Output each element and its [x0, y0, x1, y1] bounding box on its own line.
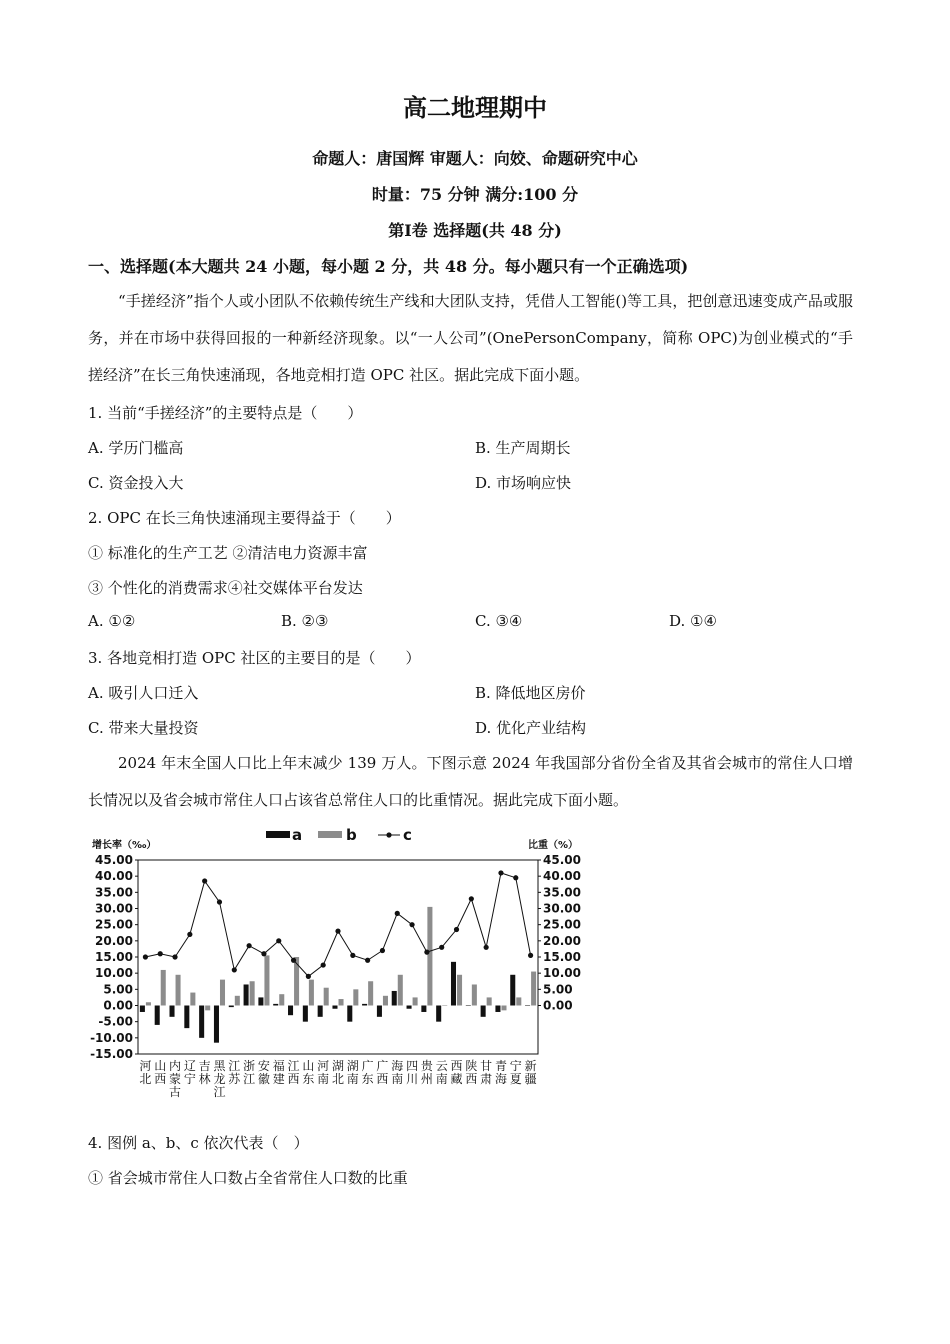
question-2-statement-line-2: ③ 个性化的消费需求④社交媒体平台发达	[88, 579, 363, 597]
series-c-point-26	[528, 953, 533, 958]
bar-b-26	[531, 972, 536, 1006]
series-c-point-23	[484, 945, 489, 950]
bar-a-0	[140, 1006, 145, 1012]
category-label: 南	[346, 1072, 359, 1086]
bar-a-9	[273, 1004, 278, 1006]
bar-b-11	[309, 980, 314, 1006]
bar-a-23	[481, 1006, 486, 1017]
series-c-point-20	[439, 945, 444, 950]
series-c-point-12	[321, 962, 326, 967]
bar-a-16	[377, 1006, 382, 1017]
category-label: 西	[376, 1072, 389, 1086]
category-label: 南	[435, 1072, 448, 1086]
bar-b-10	[294, 957, 299, 1006]
bar-a-2	[170, 1006, 175, 1017]
series-c-point-6	[232, 967, 237, 972]
bar-a-24	[495, 1006, 500, 1012]
question-1-option-b[interactable]: B. 生产周期长	[475, 439, 571, 457]
bar-b-16	[383, 996, 388, 1006]
category-label: 西	[450, 1059, 463, 1073]
question-2-option-a[interactable]: A. ①②	[88, 612, 136, 630]
bar-a-6	[229, 1006, 234, 1008]
question-2-option-b[interactable]: B. ②③	[281, 612, 329, 630]
series-c-line	[145, 873, 530, 976]
bar-a-11	[303, 1006, 308, 1022]
left-tick-label: 20.00	[95, 933, 133, 948]
left-tick-label: 30.00	[95, 901, 133, 916]
bar-a-4	[199, 1006, 204, 1038]
bar-b-17	[398, 975, 403, 1006]
category-label: 山	[302, 1059, 315, 1073]
bar-a-18	[407, 1006, 412, 1009]
bar-a-13	[332, 1006, 337, 1009]
series-c-point-7	[247, 943, 252, 948]
category-label: 古	[169, 1085, 182, 1099]
bar-a-7	[244, 984, 249, 1005]
series-c-point-22	[469, 896, 474, 901]
series-c-point-4	[202, 878, 207, 883]
question-1-option-d[interactable]: D. 市场响应快	[475, 474, 572, 492]
question-1-stem: 1. 当前“手搓经济”的主要特点是（ ）	[88, 404, 363, 422]
bar-b-18	[413, 997, 418, 1005]
bar-b-21	[457, 975, 462, 1006]
category-label: 云	[435, 1059, 448, 1073]
bar-a-26	[525, 1006, 530, 1007]
series-c-point-9	[276, 938, 281, 943]
question-2-stem: 2. OPC 在长三角快速涌现主要得益于（ ）	[88, 509, 401, 527]
bar-a-8	[258, 997, 263, 1005]
bar-a-5	[214, 1006, 219, 1043]
legend-label-a: a	[292, 826, 303, 844]
question-1-option-a[interactable]: A. 学历门槛高	[88, 439, 184, 457]
category-label: 江	[287, 1059, 300, 1073]
bar-a-10	[288, 1006, 293, 1016]
series-c-point-17	[395, 911, 400, 916]
volume-heading: 第Ⅰ卷 选择题(共 48 分)	[388, 221, 562, 240]
bar-a-12	[318, 1006, 323, 1017]
bar-b-9	[279, 994, 284, 1005]
category-label: 东	[302, 1072, 315, 1086]
series-c-point-19	[424, 950, 429, 955]
bar-a-19	[421, 1006, 426, 1012]
category-label: 河	[317, 1059, 330, 1073]
legend-marker-c	[386, 832, 391, 837]
left-tick-label: -10.00	[90, 1030, 133, 1045]
category-label: 海	[391, 1059, 404, 1073]
bar-b-19	[427, 907, 432, 1006]
category-label: 宁	[509, 1059, 522, 1073]
bar-a-14	[347, 1006, 352, 1022]
bar-a-17	[392, 991, 397, 1006]
series-c-point-14	[350, 953, 355, 958]
section-heading: 一、选择题(本大题共 24 小题，每小题 2 分，共 48 分。每小题只有一个正确选项)	[88, 257, 689, 276]
bar-b-3	[190, 993, 195, 1006]
category-label: 西	[154, 1072, 167, 1086]
category-label: 山	[154, 1059, 167, 1073]
category-label: 苏	[228, 1072, 241, 1086]
bar-b-15	[368, 981, 373, 1005]
bar-b-4	[205, 1006, 210, 1011]
category-label: 贵	[420, 1059, 433, 1073]
series-c-point-18	[409, 922, 414, 927]
right-tick-label: 0.00	[543, 998, 573, 1013]
question-2-option-c[interactable]: C. ③④	[475, 612, 523, 630]
time-score-line: 时量：75 分钟 满分:100 分	[371, 185, 579, 204]
bar-b-1	[161, 970, 166, 1006]
category-label: 湖	[331, 1059, 345, 1073]
category-label: 肃	[480, 1072, 493, 1086]
question-2-statement-line-1: ① 标准化的生产工艺 ②清洁电力资源丰富	[88, 544, 368, 562]
series-c-point-15	[365, 958, 370, 963]
left-tick-label: 25.00	[95, 917, 133, 932]
category-label: 广	[361, 1059, 374, 1073]
question-3-option-b[interactable]: B. 降低地区房价	[475, 684, 586, 702]
left-tick-label: 35.00	[95, 885, 133, 900]
category-label: 海	[494, 1072, 507, 1086]
category-label: 辽	[183, 1059, 196, 1073]
legend-swatch-a	[266, 831, 290, 838]
category-label: 林	[198, 1072, 211, 1086]
category-label: 新	[524, 1059, 537, 1073]
category-label: 建	[272, 1072, 285, 1086]
series-c-point-13	[335, 929, 340, 934]
category-label: 夏	[509, 1072, 522, 1086]
category-label: 南	[391, 1072, 404, 1086]
category-label: 湖	[346, 1059, 359, 1073]
population-chart	[88, 826, 583, 1108]
category-label: 甘	[480, 1059, 493, 1073]
bar-a-25	[510, 975, 515, 1006]
bar-b-7	[250, 981, 255, 1005]
legend-label-c: c	[403, 826, 412, 844]
bar-b-25	[516, 997, 521, 1005]
right-tick-label: 25.00	[543, 917, 581, 932]
left-tick-label: 40.00	[95, 869, 133, 884]
bar-b-5	[220, 980, 225, 1006]
series-c-point-16	[380, 948, 385, 953]
bar-b-0	[146, 1002, 151, 1005]
bar-a-3	[184, 1006, 189, 1029]
left-tick-label: 0.00	[103, 998, 133, 1013]
bar-b-12	[324, 988, 329, 1006]
plot-frame	[138, 860, 538, 1054]
question-3-stem: 3. 各地竞相打造 OPC 社区的主要目的是（ ）	[88, 649, 421, 667]
category-label: 龙	[213, 1072, 226, 1086]
left-tick-label: -5.00	[98, 1014, 133, 1029]
series-c-point-1	[158, 951, 163, 956]
right-tick-label: 30.00	[543, 901, 581, 916]
bar-a-22	[466, 1006, 471, 1007]
category-label: 安	[257, 1059, 270, 1073]
category-label: 北	[331, 1072, 345, 1086]
category-label: 北	[139, 1072, 152, 1086]
left-tick-label: 45.00	[95, 853, 133, 867]
bar-b-24	[501, 1006, 506, 1011]
question-3-option-d[interactable]: D. 优化产业结构	[475, 719, 587, 737]
bar-b-23	[487, 997, 492, 1005]
material-paragraph-2: 2024 年末全国人口比上年末减少 139 万人。下图示意 2024 年我国部分省份全省及其省会城市的常住人口增长情况以及省会城市常住人口占该省总常住人口的比重情况。据此完成下面小题。	[88, 754, 853, 809]
category-label: 西	[465, 1072, 478, 1086]
category-label: 江	[228, 1059, 241, 1073]
category-label: 内	[169, 1059, 182, 1073]
category-label: 浙	[243, 1059, 256, 1073]
legend-swatch-b	[318, 831, 342, 838]
series-c-point-8	[261, 951, 266, 956]
bar-a-1	[155, 1006, 160, 1025]
series-c-point-10	[291, 958, 296, 963]
bar-b-20	[442, 1006, 447, 1007]
right-tick-label: 40.00	[543, 869, 581, 884]
category-label: 东	[361, 1072, 374, 1086]
right-tick-label: 15.00	[543, 950, 581, 964]
question-4-statement-line-1: ① 省会城市常住人口数占全省常住人口数的比重	[88, 1169, 408, 1187]
series-c-point-24	[498, 870, 503, 875]
left-tick-label: 10.00	[95, 966, 133, 981]
category-label: 陕	[465, 1059, 478, 1073]
category-label: 藏	[450, 1072, 463, 1086]
bar-b-13	[339, 999, 344, 1005]
bar-a-15	[362, 1004, 367, 1006]
category-label: 广	[376, 1059, 389, 1073]
category-label: 疆	[524, 1072, 537, 1086]
right-tick-label: 45.00	[543, 853, 581, 867]
bar-b-6	[235, 996, 240, 1006]
question-2-option-d[interactable]: D. ①④	[669, 612, 717, 630]
category-label: 吉	[198, 1059, 211, 1073]
left-tick-label: 5.00	[103, 982, 133, 997]
right-tick-label: 20.00	[543, 933, 581, 948]
bar-b-2	[176, 975, 181, 1006]
category-label: 福	[272, 1059, 285, 1073]
series-c-point-2	[172, 954, 177, 959]
right-tick-label: 5.00	[543, 982, 573, 997]
category-label: 江	[243, 1072, 256, 1086]
right-axis-title: 比重（%）	[528, 840, 579, 851]
bar-b-14	[353, 989, 358, 1005]
category-label: 宁	[183, 1072, 196, 1086]
category-label: 四	[406, 1059, 419, 1073]
series-c-point-0	[143, 954, 148, 959]
category-label: 黑	[213, 1059, 226, 1073]
bar-a-21	[451, 962, 456, 1006]
right-tick-label: 35.00	[543, 885, 581, 900]
category-label: 青	[494, 1059, 507, 1073]
category-label: 州	[420, 1072, 433, 1086]
bar-b-8	[264, 955, 269, 1005]
category-label: 川	[406, 1072, 419, 1086]
category-label: 河	[139, 1059, 152, 1073]
series-c-point-5	[217, 899, 222, 904]
category-label: 西	[287, 1072, 300, 1086]
bar-b-22	[472, 984, 477, 1005]
series-c-point-21	[454, 927, 459, 932]
question-3-option-a[interactable]: A. 吸引人口迁入	[88, 684, 199, 702]
category-label: 徽	[257, 1072, 270, 1086]
question-1-option-c[interactable]: C. 资金投入大	[88, 474, 184, 492]
category-label: 江	[213, 1085, 226, 1099]
series-c-point-11	[306, 974, 311, 979]
legend-label-b: b	[346, 826, 357, 844]
question-3-option-c[interactable]: C. 带来大量投资	[88, 719, 199, 737]
series-c-point-25	[513, 875, 518, 880]
right-tick-label: 10.00	[543, 966, 581, 981]
question-4-stem: 4. 图例 a、b、c 依次代表（ ）	[88, 1134, 309, 1152]
left-tick-label: 15.00	[95, 950, 133, 964]
exam-title: 高二地理期中	[403, 93, 547, 122]
category-label: 南	[317, 1072, 330, 1086]
material-paragraph-1: “手搓经济”指个人或小团队不依赖传统生产线和大团队支持，凭借人工智能()等工具，把创意迅速变成产品或服务，并在市场中获得回报的一种新经济现象。以“一人公司”(OnePersonCompany，简称 OPC)为创业模式的“手搓经济”在长三角快速涌现，各地竞相打造 OPC 社区。据此完成下面小题。	[88, 292, 853, 384]
bar-a-20	[436, 1006, 441, 1022]
series-c-point-3	[187, 932, 192, 937]
left-tick-label: -15.00	[90, 1047, 133, 1061]
authors-line: 命题人：唐国辉 审题人：向姣、命题研究中心	[312, 149, 638, 168]
category-label: 蒙	[169, 1072, 182, 1086]
left-axis-title: 增长率（‰）	[92, 840, 157, 851]
